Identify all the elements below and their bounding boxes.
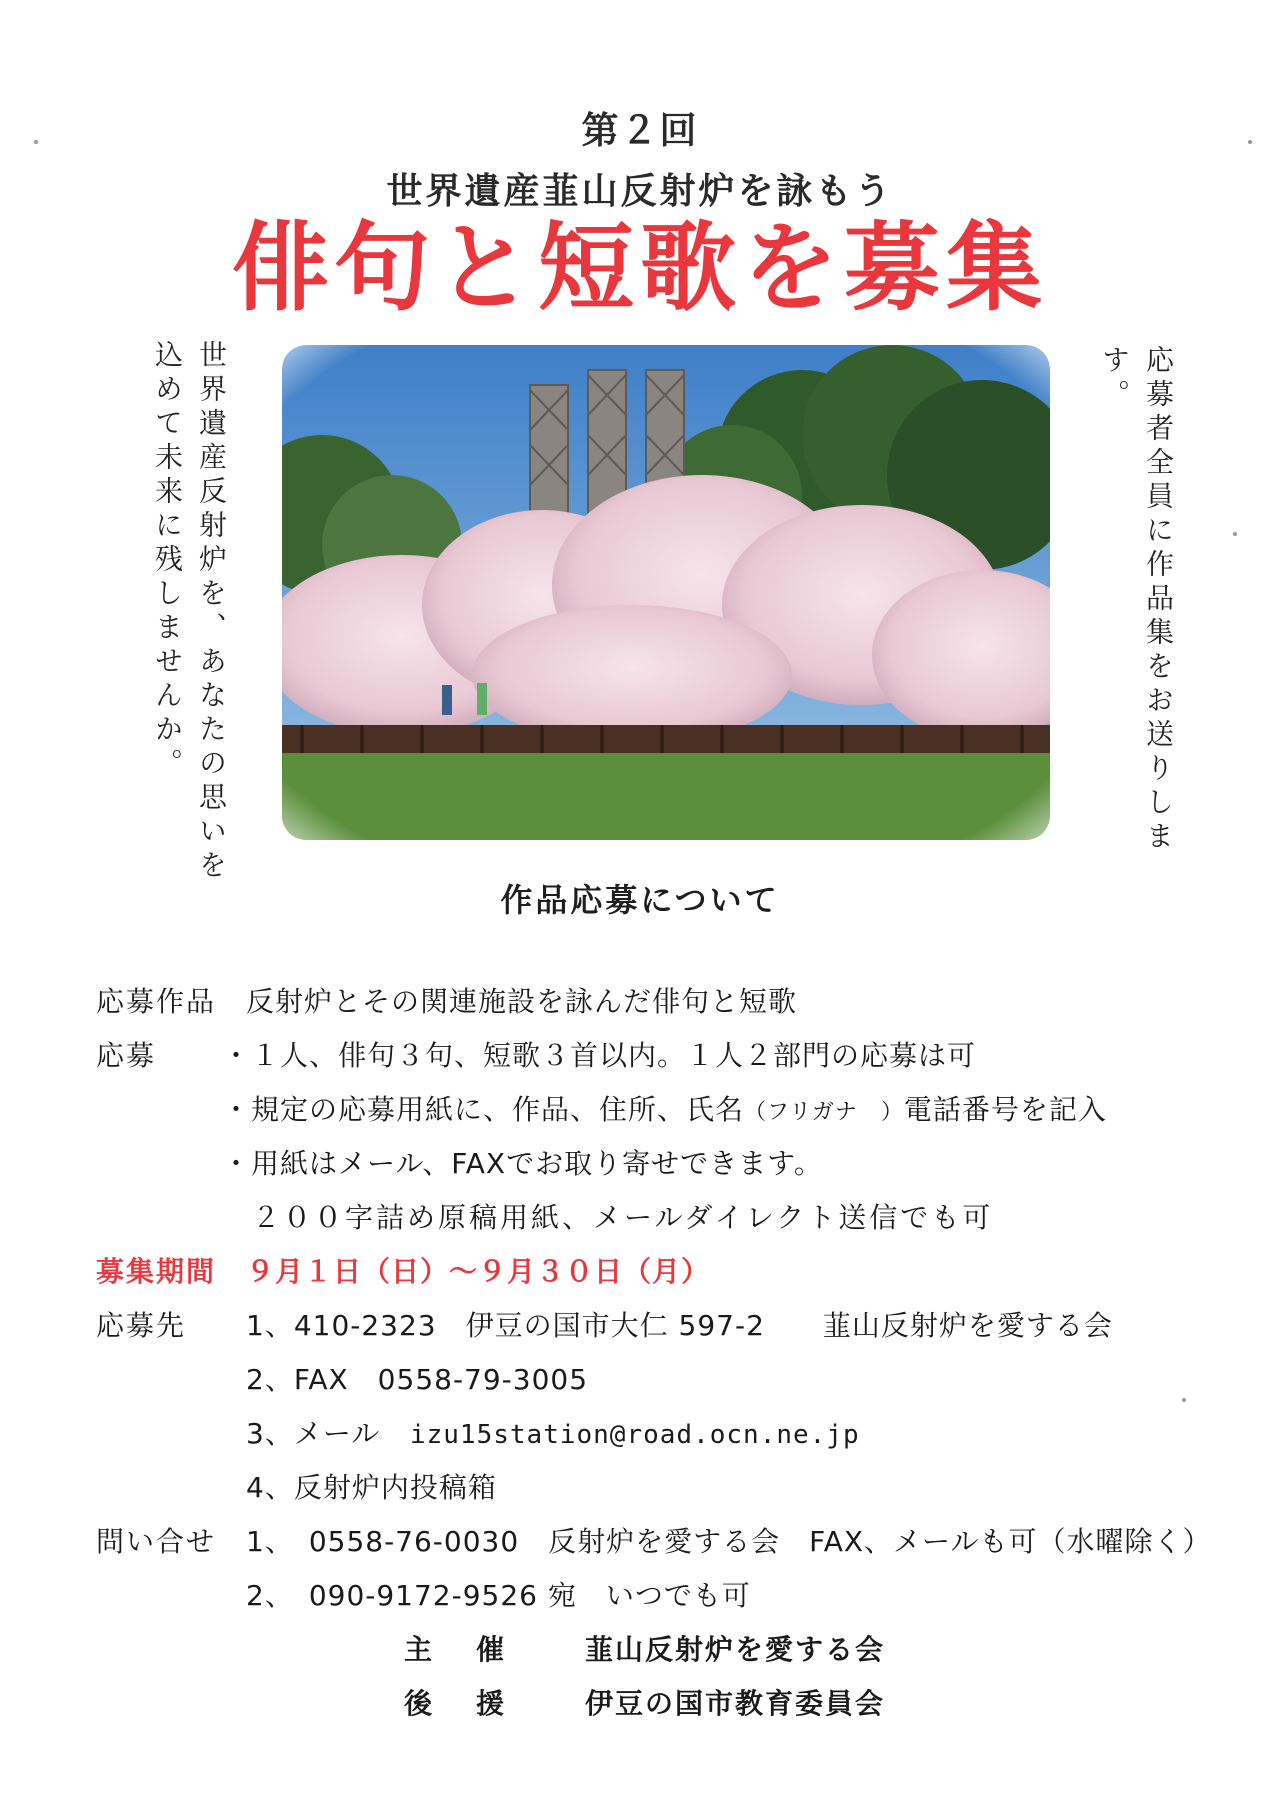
reverberatory-furnace-photo — [282, 345, 1050, 840]
destination-item-3 — [246, 1414, 860, 1455]
organizer-row — [0, 1630, 1280, 1670]
subtitle: 世界遺産韮山反射炉を詠もう — [386, 171, 894, 212]
destination-row-4 — [0, 1468, 1280, 1508]
inquiry-label: 問い合せ — [96, 1525, 217, 1558]
side-text-left: 世界遺産反射炉を、あなたの思いを込めて未来に残しませんか。 — [151, 340, 228, 884]
destination-row-3 — [0, 1414, 1280, 1454]
works-label: 応募作品 — [96, 985, 217, 1018]
destination-item-2: 2、FAX 0558-79-3005 — [246, 1363, 589, 1396]
destination-label: 応募先 — [96, 1309, 187, 1342]
entry-line-2c: 電話番号を記入 — [903, 1093, 1107, 1126]
entry-row-4 — [0, 1198, 1280, 1238]
works-row — [0, 982, 1280, 1022]
supporter-row — [0, 1684, 1280, 1724]
reverberatory-furnace-cherry-blossom-photo-icon — [282, 345, 1050, 840]
entry-line-1: ・１人、俳句３句、短歌３首以内。１人２部門の応募は可 — [222, 1039, 977, 1072]
destination-item-1: 1、410-2323 伊豆の国市大仁 597-2 韮山反射炉を愛する会 — [246, 1309, 1113, 1342]
destination-email: izu15station@road.ocn.ne.jp — [409, 1420, 860, 1450]
edition-number: 第２回 — [581, 109, 699, 152]
works-value: 反射炉とその関連施設を詠んだ俳句と短歌 — [246, 985, 798, 1018]
supporter-role: 後援 — [404, 1687, 549, 1720]
destination-email-prefix: 3、メール — [246, 1417, 381, 1450]
main-title: 俳句と短歌を募集 — [232, 212, 1048, 324]
entry-row-1 — [0, 1036, 1280, 1076]
entry-line-3: ・用紙はメール、FAXでお取り寄せできます。 — [222, 1147, 823, 1180]
scan-speck — [1233, 532, 1237, 536]
period-value: ９月１日（日）～９月３０日（月） — [246, 1255, 711, 1288]
supporter-name: 伊豆の国市教育委員会 — [585, 1687, 886, 1720]
organizer-name: 韮山反射炉を愛する会 — [585, 1633, 886, 1666]
entry-line-2 — [222, 1090, 1107, 1133]
destination-item-4: 4、反射炉内投稿箱 — [246, 1471, 497, 1504]
entry-row-2 — [0, 1090, 1280, 1130]
section-heading: 作品応募について — [500, 881, 780, 919]
inquiry-row-2 — [0, 1576, 1280, 1616]
scan-speck — [1248, 140, 1252, 144]
side-text-right: 応募者全員に作品集をお送りします。 — [1098, 345, 1175, 855]
entry-line-2b: （フリガナ ） — [744, 1100, 904, 1125]
destination-row-1 — [0, 1306, 1280, 1346]
entry-line-4: ２００字詰め原稿用紙、メールダイレクト送信でも可 — [252, 1201, 994, 1234]
entry-row-3 — [0, 1144, 1280, 1184]
destination-row-2 — [0, 1360, 1280, 1400]
entry-label: 応募 — [96, 1039, 157, 1072]
scan-speck — [1182, 1398, 1186, 1402]
organizer-role: 主催 — [404, 1633, 549, 1666]
period-label: 募集期間 — [96, 1255, 217, 1288]
period-row — [0, 1252, 1280, 1292]
entry-line-2a: ・規定の応募用紙に、作品、住所、氏名 — [222, 1093, 745, 1126]
scan-speck — [34, 140, 38, 144]
inquiry-row-1 — [0, 1522, 1280, 1562]
inquiry-item-2: 2、 090-9172-9526 宛 いつでも可 — [246, 1579, 751, 1612]
inquiry-item-1: 1、 0558-76-0030 反射炉を愛する会 FAX、メールも可（水曜除く） — [246, 1525, 1212, 1558]
